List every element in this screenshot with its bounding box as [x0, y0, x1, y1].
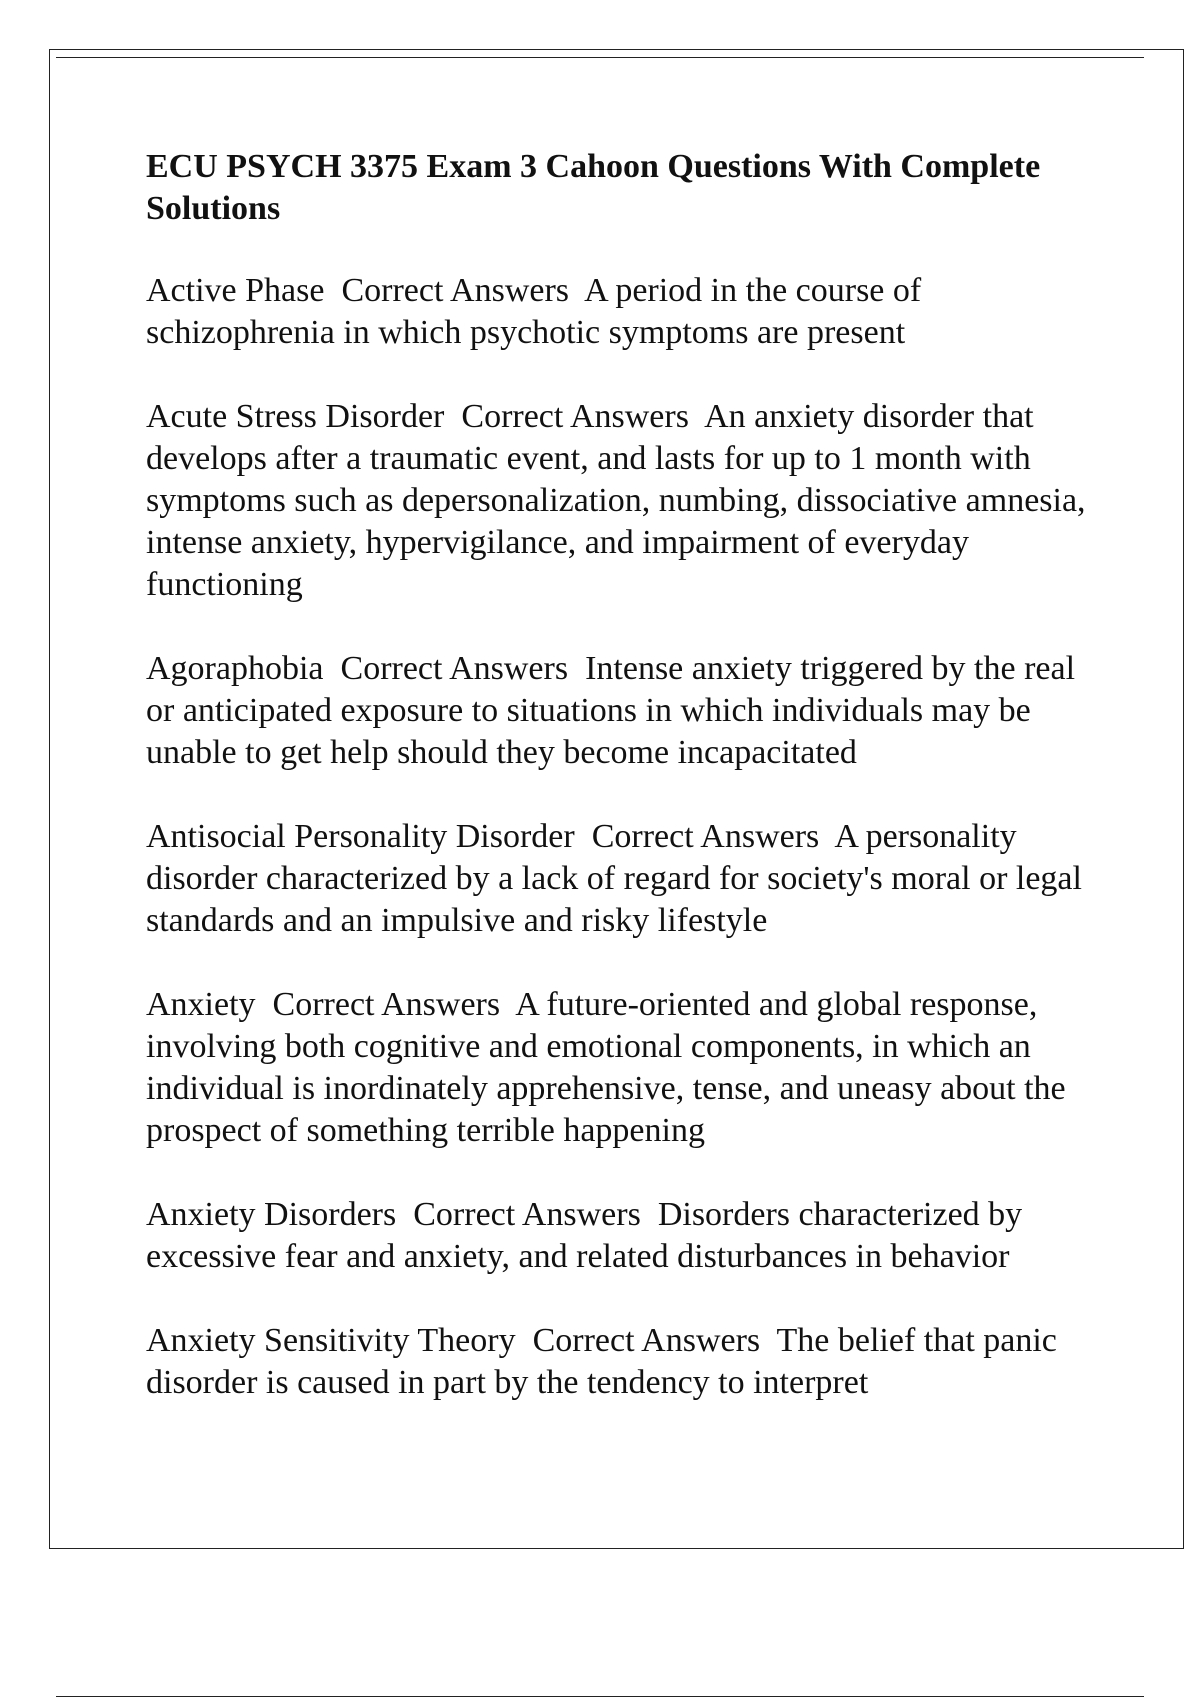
- glossary-entry: [146, 816, 1096, 942]
- entry-term: Antisocial Personality Disorder: [146, 818, 575, 855]
- footer-rule: [56, 1696, 1144, 1697]
- entry-answer-label: Correct Answers: [413, 1196, 641, 1233]
- glossary-entry: [146, 1320, 1096, 1404]
- document-title: ECU PSYCH 3375 Exam 3 Cahoon Questions With Complete Solutions: [146, 148, 1041, 227]
- entry-answer-label: Correct Answers: [340, 650, 569, 687]
- entry-definition: Intense anxiety triggered by the real or anticipated exposure to situations in which individuals may be unable to get help should they become incapacitated: [146, 650, 1076, 771]
- glossary-entry: [146, 648, 1096, 774]
- header-rule: [56, 57, 1144, 58]
- glossary-entry: [146, 984, 1096, 1152]
- glossary-entry: [146, 396, 1096, 606]
- entry-term: Anxiety: [146, 986, 256, 1023]
- entry-term: Anxiety Disorders: [146, 1196, 397, 1233]
- document-body: [146, 146, 1096, 1446]
- entry-answer-label: Correct Answers: [532, 1322, 761, 1359]
- entry-answer-label: Correct Answers: [591, 818, 820, 855]
- entry-term: Agoraphobia: [146, 650, 324, 687]
- glossary-entry: [146, 270, 1096, 354]
- entry-definition: A personality disorder characterized by a lack of regard for society's moral or legal standards and an impulsive and risky lifestyle: [146, 818, 1082, 939]
- entry-answer-label: Correct Answers: [341, 272, 570, 309]
- entry-term: Anxiety Sensitivity Theory: [146, 1322, 516, 1359]
- entry-term: Acute Stress Disorder: [146, 398, 445, 435]
- entry-definition: The belief that panic disorder is caused in part by the tendency to interpret: [146, 1322, 1057, 1401]
- entry-definition: An anxiety disorder that develops after a traumatic event, and lasts for up to 1 month with symptoms such as depersonalization, numbing, dissociative amnesia, intense anxiety, hypervigilance, and impairment of everyday functioning: [146, 398, 1086, 603]
- entry-answer-label: Correct Answers: [461, 398, 689, 435]
- entry-term: Active Phase: [146, 272, 325, 309]
- entry-definition: A future-oriented and global response, involving both cognitive and emotional components, in which an individual is inordinately apprehensive, tense, and uneasy about the prospect of something terrible happening: [146, 986, 1066, 1149]
- entry-definition: A period in the course of schizophrenia in which psychotic symptoms are present: [146, 272, 922, 351]
- glossary-entry: [146, 1194, 1096, 1278]
- entry-answer-label: Correct Answers: [272, 986, 501, 1023]
- entry-definition: Disorders characterized by excessive fear and anxiety, and related disturbances in behavior: [146, 1196, 1023, 1275]
